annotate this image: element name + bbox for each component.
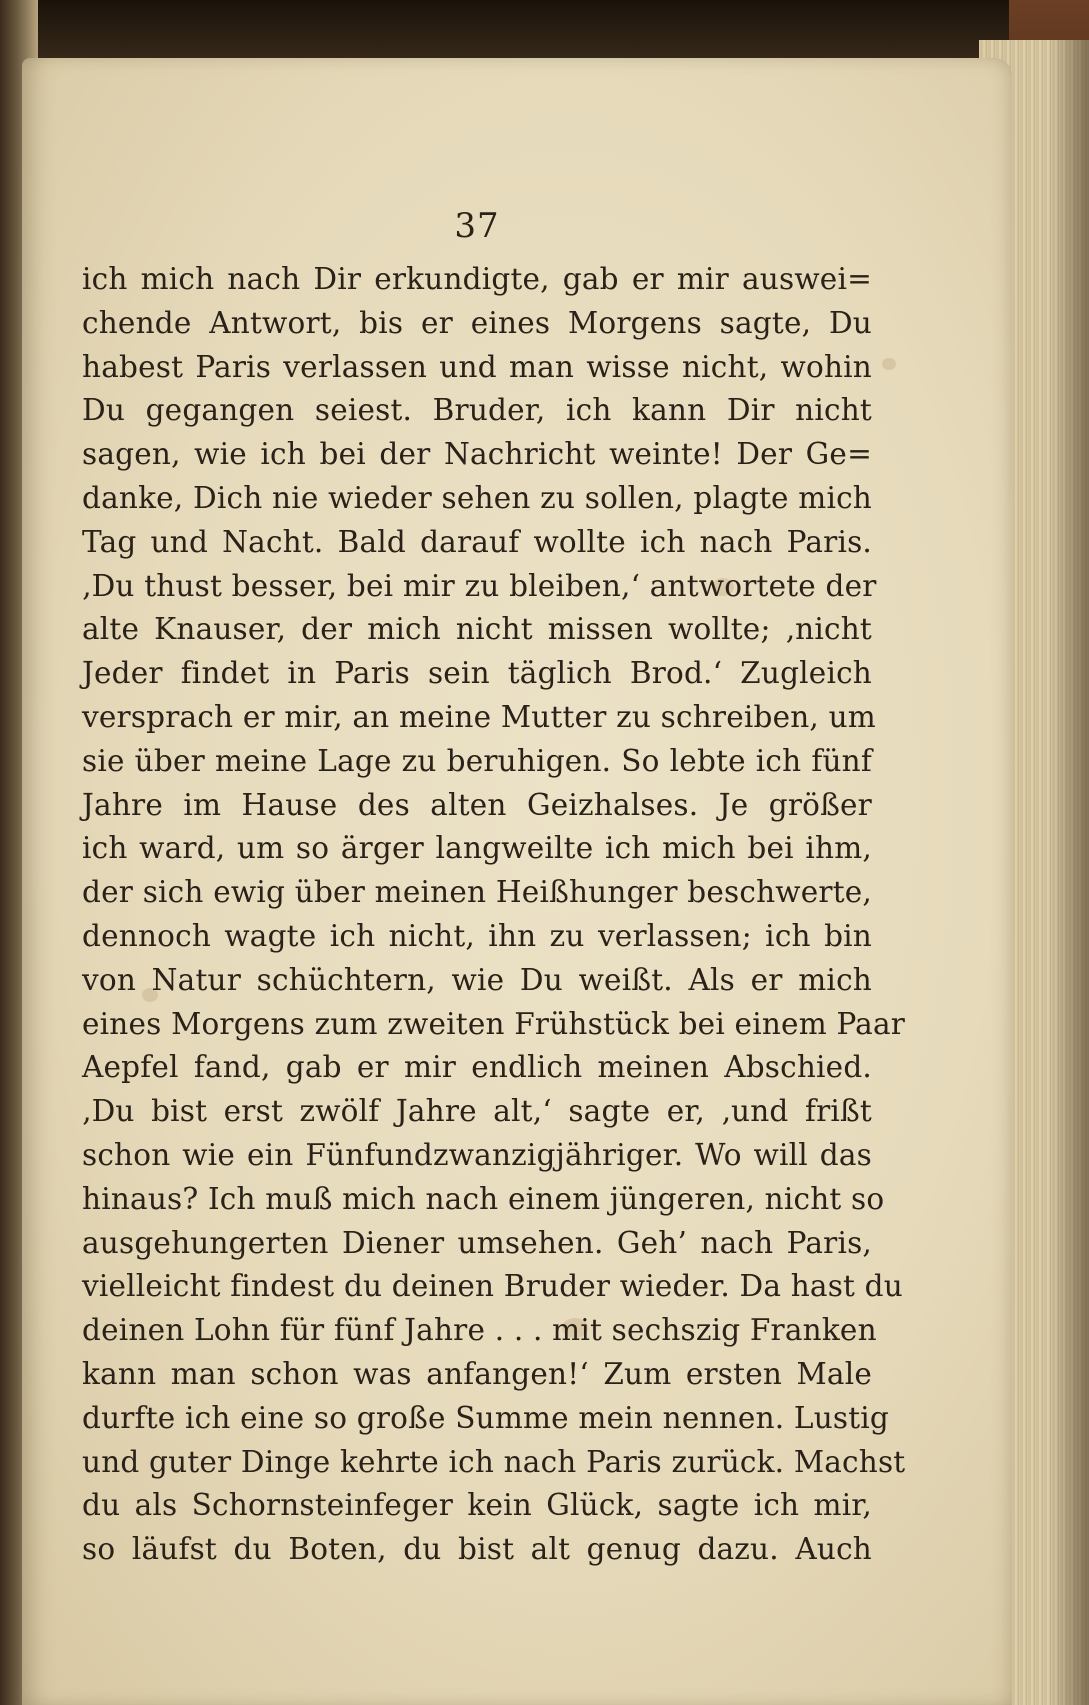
text-line: habest Paris verlassen und man wisse nicht, wohin [82,349,872,384]
text-line: du als Schornsteinfeger kein Glück, sagte ich mir, [82,1488,872,1523]
book-page [22,58,1012,1705]
page-number: 37 [454,206,500,246]
body-text [82,258,906,1572]
text-line: sie über meine Lage zu beruhigen. So lebte ich fünf [82,743,872,778]
text-line: Jahre im Hause des alten Geizhalses. Je größer [82,787,872,822]
text-line: Jeder findet in Paris sein täglich Brod.‘ Zugleich [82,656,872,691]
text-line: ‚Du thust besser, bei mir zu bleiben,‘ antwortete der [82,568,877,603]
text-line: Tag und Nacht. Bald darauf wollte ich nach Paris. [82,524,872,559]
text-line: von Natur schüchtern, wie Du weißt. Als er mich [82,962,872,997]
text-line: kann man schon was anfangen!‘ Zum ersten Male [82,1356,872,1391]
text-line: ich ward, um so ärger langweilte ich mich bei ihm, [82,831,872,866]
text-line: und guter Dinge kehrte ich nach Paris zurück. Machst [82,1444,906,1479]
text-line: deinen Lohn für fünf Jahre . . . mit sechszig Franken [82,1313,877,1348]
text-line: chende Antwort, bis er eines Morgens sagte, Du [82,305,872,340]
text-line: alte Knauser, der mich nicht missen wollte; ‚nicht [82,612,872,647]
text-line: eines Morgens zum zweiten Frühstück bei einem Paar [82,1006,906,1041]
text-line: vielleicht findest du deinen Bruder wieder. Da hast du [82,1269,903,1304]
page-edges-shadow [1049,40,1089,1705]
text-line: Du gegangen seiest. Bruder, ich kann Dir nicht [82,393,872,428]
text-line: dennoch wagte ich nicht, ihn zu verlassen; ich bin [82,918,872,953]
text-line: der sich ewig über meinen Heißhunger beschwerte, [82,875,872,910]
text-line: so läufst du Boten, du bist alt genug dazu. Auch [82,1532,872,1567]
text-line: durfte ich eine so große Summe mein nennen. Lustig [82,1400,890,1435]
text-line: ausgehungerten Diener umsehen. Geh’ nach Paris, [82,1225,872,1260]
text-line: versprach er mir, an meine Mutter zu schreiben, um [82,699,876,734]
text-line: ich mich nach Dir erkundigte, gab er mir auswei= [82,262,872,296]
text-line: sagen, wie ich bei der Nachricht weinte! Der Ge= [82,437,872,472]
foxing-spot [882,358,896,370]
text-line: schon wie ein Fünfundzwanzigjähriger. Wo will das [82,1137,872,1172]
text-line: ‚Du bist erst zwölf Jahre alt,‘ sagte er, ‚und frißt [82,1094,872,1129]
text-line: hinaus? Ich muß mich nach einem jüngeren, nicht so [82,1181,885,1216]
text-line: Aepfel fand, gab er mir endlich meinen Abschied. [82,1050,872,1085]
text-line: danke, Dich nie wieder sehen zu sollen, plagte mich [82,480,872,515]
